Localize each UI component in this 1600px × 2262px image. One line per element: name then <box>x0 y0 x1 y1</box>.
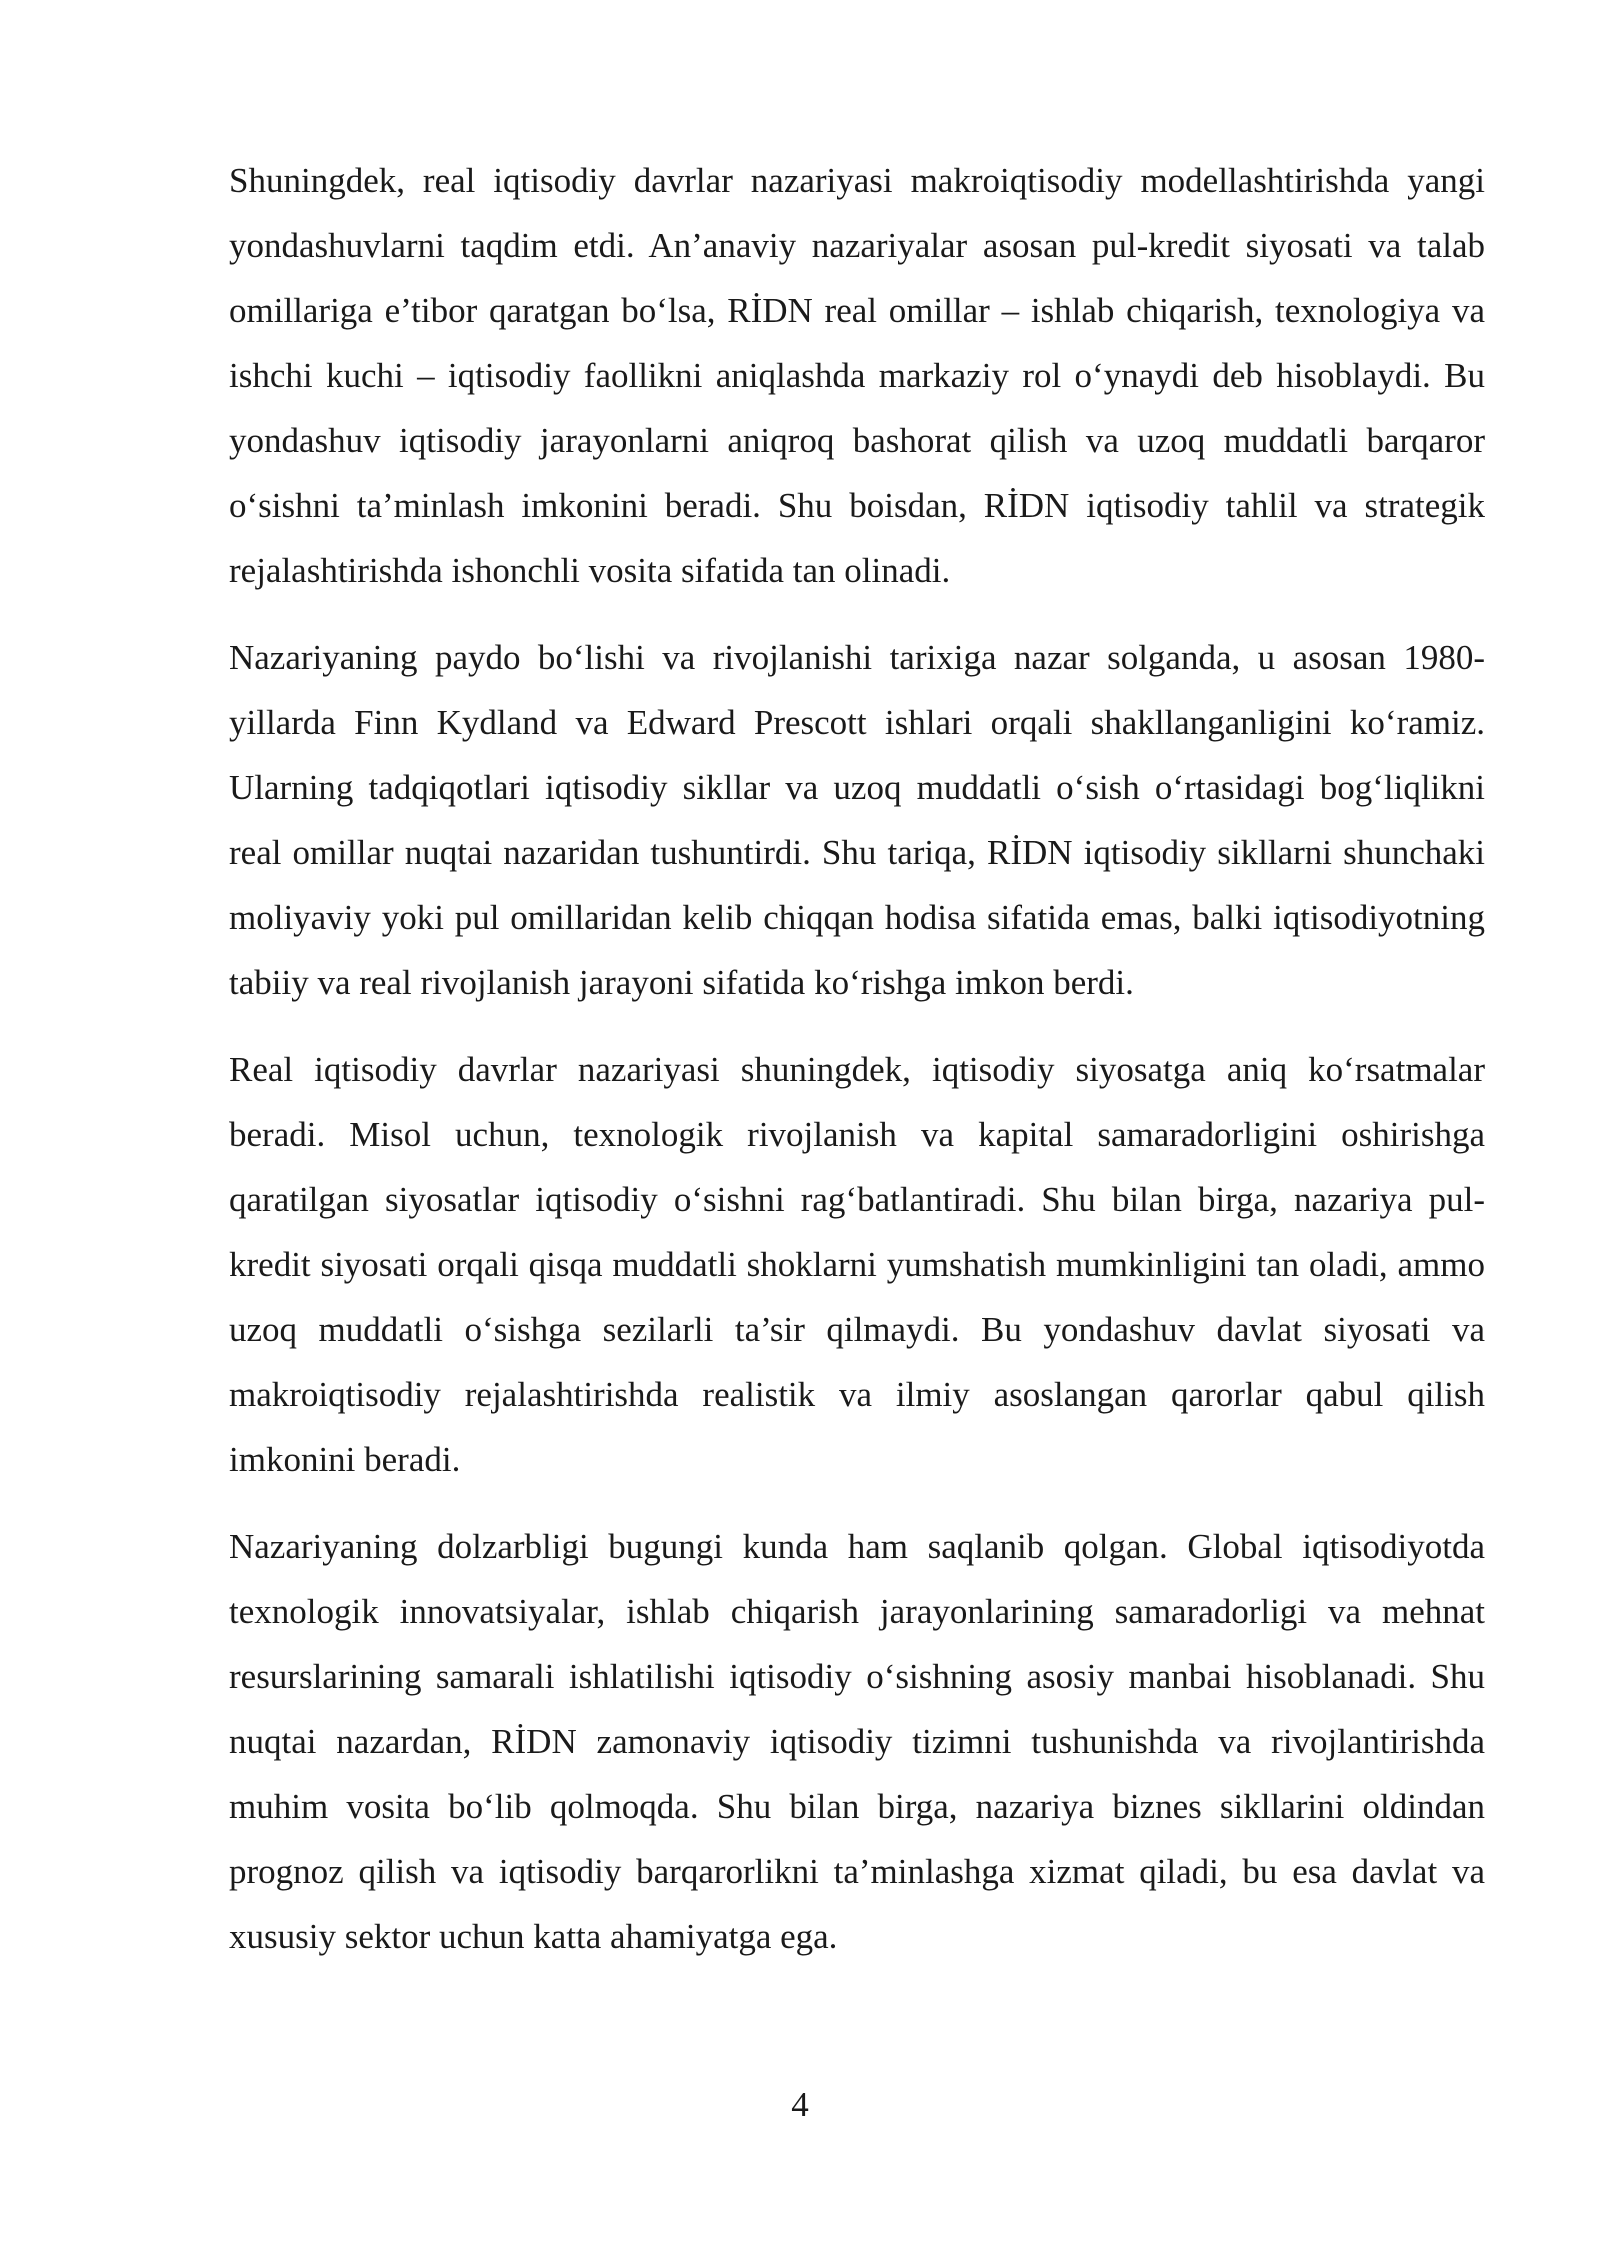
paragraph-3: Real iqtisodiy davrlar nazariyasi shuningdek, iqtisodiy siyosatga aniq ko‘rsatmalar beradi. Misol uchun, texnologik rivojlanish va kapital samaradorligini oshirishga qaratilgan siyosatlar iqtisodiy o‘sishni rag‘batlantiradi. Shu bilan birga, nazariya pul-kredit siyosati orqali qisqa muddatli shoklarni yumshatish mumkinligini tan oladi, ammo uzoq muddatli o‘sishga sezilarli ta’sir qilmaydi. Bu yondashuv davlat siyosati va makroiqtisodiy rejalashtirishda realistik va ilmiy asoslangan qarorlar qabul qilish imkonini beradi. <box>229 1050 1485 1479</box>
paragraph-4: Nazariyaning dolzarbligi bugungi kunda ham saqlanib qolgan. Global iqtisodiyotda texnologik innovatsiyalar, ishlab chiqarish jarayonlarining samaradorligi va mehnat resurslarining samarali ishlatilishi iqtisodiy o‘sishning asosiy manbai hisoblanadi. Shu nuqtai nazardan, RİDN zamonaviy iqtisodiy tizimni tushunishda va rivojlantirishda muhim vosita bo‘lib qolmoqda. Shu bilan birga, nazariya biznes sikllarini oldindan prognoz qilish va iqtisodiy barqarorlikni ta’minlashga xizmat qiladi, bu esa davlat va xususiy sektor uchun katta ahamiyatga ega. <box>229 1527 1485 1956</box>
body-text <box>229 148 1485 1991</box>
page-number: 4 <box>791 2085 809 2124</box>
paragraph-1: Shuningdek, real iqtisodiy davrlar nazariyasi makroiqtisodiy modellashtirishda yangi yondashuvlarni taqdim etdi. An’anaviy nazariyalar asosan pul-kredit siyosati va talab omillariga e’tibor qaratgan bo‘lsa, RİDN real omillar – ishlab chiqarish, texnologiya va ishchi kuchi – iqtisodiy faollikni aniqlashda markaziy rol o‘ynaydi deb hisoblaydi. Bu yondashuv iqtisodiy jarayonlarni aniqroq bashorat qilish va uzoq muddatli barqaror o‘sishni ta’minlash imkonini beradi. Shu boisdan, RİDN iqtisodiy tahlil va strategik rejalashtirishda ishonchli vosita sifatida tan olinadi. <box>229 161 1485 590</box>
paragraph-2: Nazariyaning paydo bo‘lishi va rivojlanishi tarixiga nazar solganda, u asosan 1980-yillarda Finn Kydland va Edward Prescott ishlari orqali shakllanganligini ko‘ramiz. Ularning tadqiqotlari iqtisodiy sikllar va uzoq muddatli o‘sish o‘rtasidagi bog‘liqlikni real omillar nuqtai nazaridan tushuntirdi. Shu tariqa, RİDN iqtisodiy sikllarni shunchaki moliyaviy yoki pul omillaridan kelib chiqqan hodisa sifatida emas, balki iqtisodiyotning tabiiy va real rivojlanish jarayoni sifatida ko‘rishga imkon berdi. <box>229 638 1485 1002</box>
